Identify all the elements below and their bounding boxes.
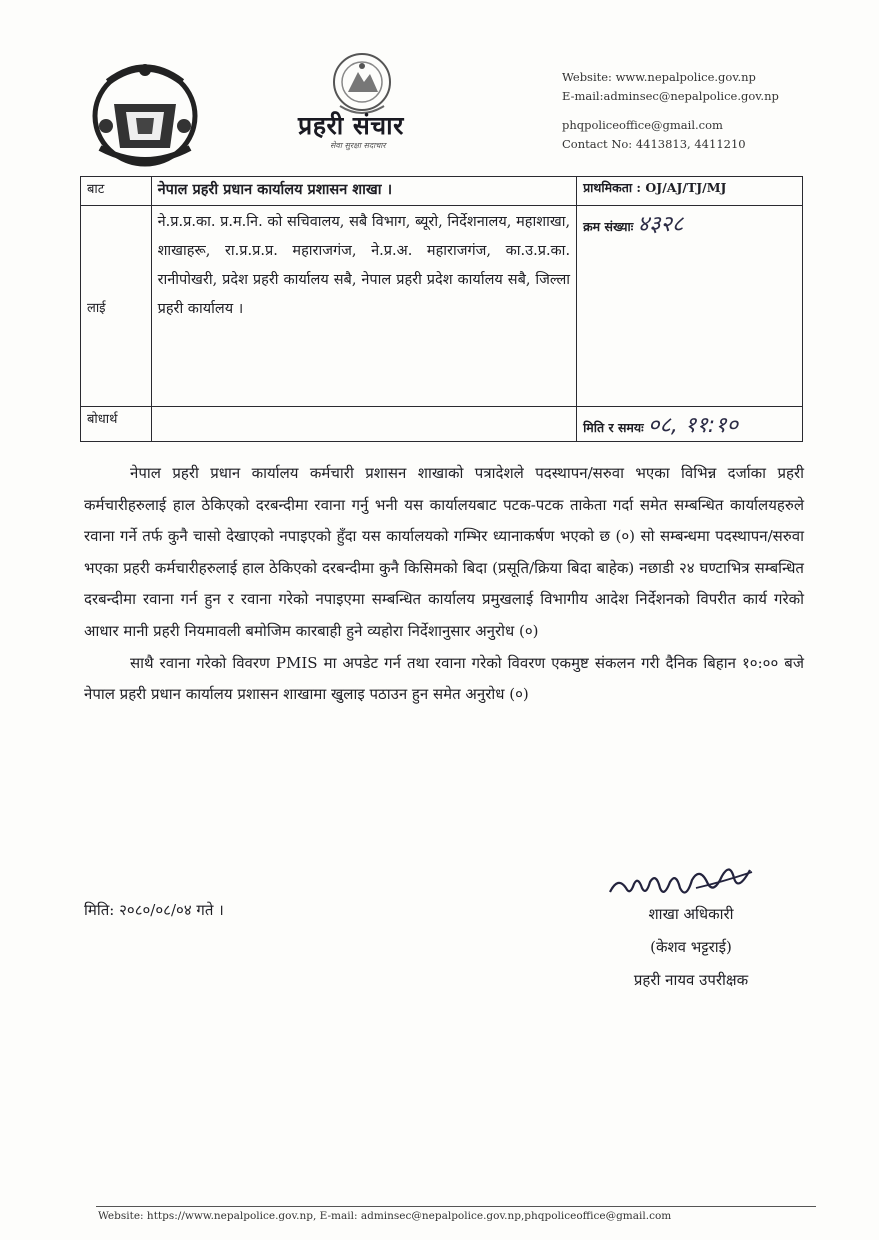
signatory-name: (केशव भट्टराई) bbox=[650, 938, 732, 956]
priority-label: प्राथमिकता : OJ/AJ/TJ/MJ bbox=[577, 177, 803, 206]
body-paragraph-2: साथै रवाना गरेको विवरण PMIS मा अपडेट गर्न तथा रवाना गरेको विवरण एकमुष्ट संकलन गरी दैनिक बिहान १०:०० बजे नेपाल प्रहरी प्रधान कार्यालय प्रशासन शाखामा खुलाइ पठाउन हुन समेत अनुरोध (०) bbox=[84, 653, 804, 704]
contact-email: E-mail:adminsec@nepalpolice.gov.np bbox=[562, 89, 779, 103]
to-label: लाई bbox=[87, 301, 106, 316]
letter-body bbox=[84, 458, 804, 711]
datetime-value: ०८, ११:१० bbox=[648, 413, 739, 438]
signatory-rank: प्रहरी नायव उपरीक्षक bbox=[633, 971, 749, 989]
routing-row-info bbox=[81, 407, 803, 442]
body-paragraph-1: नेपाल प्रहरी प्रधान कार्यालय कर्मचारी प्रशासन शाखाको पत्रादेशले पदस्थापन/सरुवा भएका विभिन्न दर्जाका प्रहरी कर्मचारीहरुलाई हाल ठेकिएको दरबन्दीमा रवाना गर्नु भनी यस कार्यालयबाट पटक-पटक ताकेता गर्दा समेत सम्बन्धित कार्यालयहरुले रवाना गर्ने तर्फ कुनै चासो देखाएको नपाइएको हुँदा यस कार्यालयको गम्भिर ध्यानाकर्षण भएको छ (०) सो सम्बन्धमा पदस्थापन/सरुवा भएका प्रहरी कर्मचारीहरुलाई हाल ठेकिएको दरबन्दीमा कुनै किसिमको बिदा (प्रसूति/क्रिया बिदा बाहेक) नछाडी २४ घण्टाभित्र सम्बन्धित दरबन्दीमा रवाना गर्न हुन र रवाना गरेको नपाइएमा सम्बन्धित कार्यालय प्रमुखलाई विभागीय आदेश निर्देशनको विपरीत कार्य गरेको आधार मानी प्रहरी नियमावली बमोजिम कारबाही हुने व्यहोरा निर्देशानुसार अनुरोध (०) bbox=[84, 464, 804, 640]
letter-date: मिति: २०८०/०८/०४ गते । bbox=[84, 901, 224, 919]
contact-website: Website: www.nepalpolice.gov.np bbox=[562, 70, 756, 84]
info-label: बोधार्थ bbox=[81, 407, 152, 442]
from-value: नेपाल प्रहरी प्रधान कार्यालय प्रशासन शाखा । bbox=[151, 177, 577, 206]
to-label-cell bbox=[81, 206, 152, 407]
from-label: बाट bbox=[81, 177, 152, 206]
footer-contact: Website: https://www.nepalpolice.gov.np, E-mail: adminsec@nepalpolice.gov.np,phqpoliceoffice@gmail.com bbox=[98, 1210, 672, 1222]
signatory-block bbox=[596, 898, 786, 997]
serial-value: ४३२८ bbox=[637, 212, 684, 237]
to-value: ने.प्र.प्र.का. प्र.म.नि. को सचिवालय, सबै विभाग, ब्यूरो, निर्देशनालय, महाशाखा, शाखाहरू, रा.प्र.प्र.प्र. महाराजगंज, ने.प्र.अ. महाराजगंज, का.उ.प्र.का. रानीपोखरी, प्रदेश प्रहरी कार्यालय सबै, नेपाल प्रहरी प्रदेश कार्यालय सबै, जिल्ला प्रहरी कार्यालय । bbox=[157, 214, 571, 317]
datetime-cell bbox=[577, 407, 803, 442]
contact-phone: Contact No: 4413813, 4411210 bbox=[562, 137, 746, 151]
contact-block bbox=[562, 68, 862, 154]
serial-label: क्रम संख्याः bbox=[583, 219, 634, 234]
to-value-cell bbox=[151, 206, 577, 407]
signatory-title: शाखा अधिकारी bbox=[648, 905, 734, 923]
nepal-emblem-icon bbox=[86, 52, 204, 170]
newsletter-title: प्रहरी संचार bbox=[298, 111, 404, 140]
routing-row-from bbox=[81, 177, 803, 206]
info-value bbox=[151, 407, 577, 442]
footer-divider bbox=[96, 1206, 816, 1207]
contact-gmail: phqpoliceoffice@gmail.com bbox=[562, 118, 723, 132]
routing-row-to bbox=[81, 206, 803, 407]
routing-table bbox=[80, 176, 803, 442]
datetime-label: मिति र समयः bbox=[583, 420, 644, 435]
serial-cell bbox=[577, 206, 803, 407]
logo-motto: सेवा सुरक्षा सदाचार bbox=[330, 141, 386, 150]
